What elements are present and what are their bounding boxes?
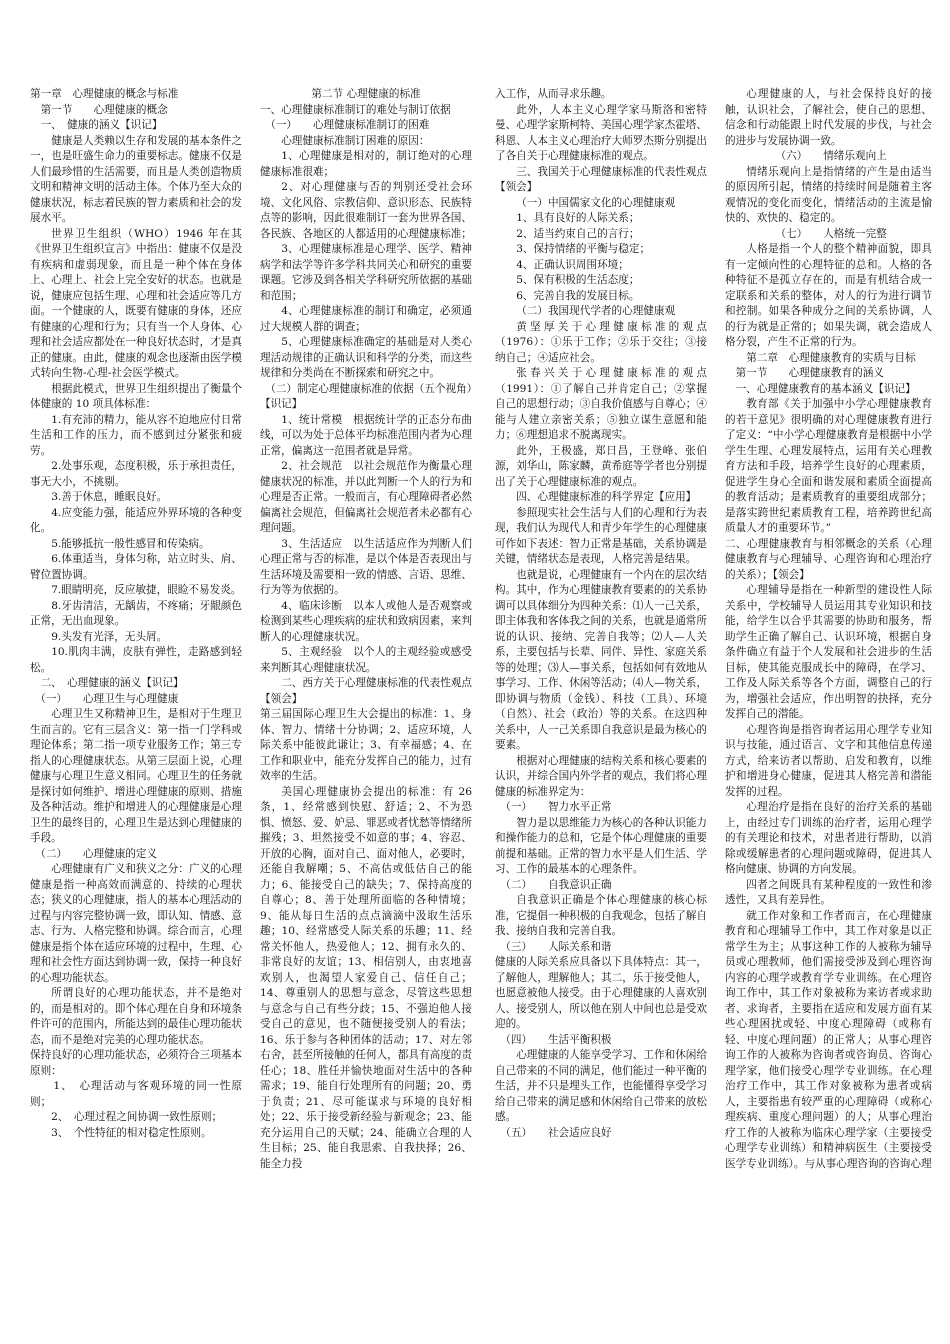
paragraph: 3、生活适应 以生活适应作为判断人们心理正常与否的标准，是以个体是否表现出与生活环境及需要相一致的情感、言语、思维、行为等为依据的。 [260, 537, 472, 596]
paragraph: （一） 智力水平正常 [495, 801, 612, 813]
paragraph: 此外，人本主义心理学家马斯洛和密特曼、心理学家斯柯特、美国心理学家杰霍塔、科恩、人本主义心理治疗大师罗杰斯分别提出了各自关于心理健康标准的观点。 [495, 103, 707, 162]
paragraph: 一、 健康的涵义【识记】 [30, 119, 163, 131]
paragraph: （二） 心理健康的定义 [30, 847, 158, 860]
paragraph: 心理治疗是指在良好的治疗关系的基础上，由经过专门训练的治疗者，运用心理学的有关理论和技术，对患者进行帮助，以消除或缓解患者的心理问题或障碍，促进其人格向健康、协调的方向发展。 [725, 801, 932, 875]
paragraph: （五） 社会适应良好 [495, 1126, 612, 1139]
paragraph: 6.体重适当，身体匀称，站立时头、肩、臂位置协调。 [30, 553, 242, 581]
paragraph: 心理辅导是指在一种新型的建设性人际关系中，学校辅导人员运用其专业知识和技能，给学生以合乎其需要的协助和服务，帮助学生正确了解自己、认识环境，根据自身条件确立有益于个人发展和社会进步的生活目标，使其能克服成长中的障碍，在学习、工作及人际关系等各个方面，调整自己的行为，增强社会适应，作出明智的抉择，充分发挥自己的潜能。 [725, 584, 932, 720]
paragraph: 3.善于休息，睡眠良好。 [51, 491, 168, 503]
paragraph: 10.肌肉丰满，皮肤有弹性，走路感到轻松。 [30, 646, 242, 674]
paragraph: （三） 人际关系和谐 [495, 940, 612, 953]
paragraph: 四、心理健康标准的科学界定【应用】 [516, 491, 697, 503]
paragraph: 此外，王极盛，郑日昌，王登峰、张伯源，刘华山，陈家麟，黄希庭等学者也分别提出了关于心理健康标准的观点。 [495, 444, 707, 488]
paragraph: 1、具有良好的人际关系； [516, 212, 640, 224]
paragraph: （一） 心理卫生与心理健康 [30, 692, 179, 705]
paragraph: （二） 自我意识正确 [495, 878, 612, 891]
paragraph: 心理咨询是指咨询者运用心理学专业知识与技能，通过语言、文字和其他信息传递方式，给来访者以帮助、启发和教育，以维护和增进身心健康，促进其人格完善和潜能发挥的过程。 [725, 723, 932, 798]
paragraph: 根据此模式，世界卫生组织提出了衡量个体健康的 10 项具体标准： [30, 382, 242, 410]
paragraph: 5.能够抵抗一般性感冒和传染病。 [51, 537, 210, 550]
paragraph: （一） 心理健康标准制订的困难 [260, 119, 430, 131]
paragraph: 一、心理健康教育的基本涵义【识记】 [725, 382, 916, 395]
paragraph: 四者之间既具有某种程度的一致性和渗透性，又具有差异性。 [725, 878, 932, 906]
paragraph: 健康是人类赖以生存和发展的基本条件之一，也是旺盛生命力的重要标志。健康不仅是人们最珍惜的生活需要，而且是人类创造物质文明和精神文明的活动主体。个体乃至大众的健康状况，标志着民族的智力素质和社会的发展水平。 [30, 134, 242, 224]
column-4 [725, 87, 932, 1337]
paragraph: 二、西方关于心理健康标准的代表性观点【领会】 [260, 677, 472, 705]
paragraph: 6、完善自我的发展目标。 [516, 289, 640, 302]
paragraph: 根据对心理健康的结构关系和核心要素的认识，并综合国内外学者的观点，我们将心理健康的标准界定为： [495, 754, 707, 798]
paragraph: 2、社会规范 以社会规范作为衡量心理健康状况的标准，并以此判断一个人的行为和心理是否正常。一般而言，有心理障碍者必然偏离社会规范，但偏离社会规范者未必都有心理问题。 [260, 460, 472, 534]
column-2 [260, 87, 472, 1337]
paragraph: 智力是以思维能力为核心的各种认识能力和操作能力的总和，它是个体心理健康的重要前提和基础。正常的智力水平是人们生活、学习、工作的最基本的心理条件。 [495, 816, 707, 875]
paragraph: 4、正确认识周围环境； [516, 258, 629, 271]
paragraph: 心理健康的人，与社会保持良好的接触，认识社会，了解社会，使自己的思想、信念和行动能跟上时代发展的步伐，与社会的进步与发展协调一致。 [725, 88, 932, 147]
paragraph: 2、适当约束自己的言行； [516, 227, 640, 240]
paragraph: 所谓良好的心理功能状态，并不是绝对的，而是相对的。即个体心理在自身和环境条件许可的范围内，所能达到的最佳心理功能状态，而不是绝对完美的心理功能状态。 [30, 987, 242, 1046]
paragraph: 人格是指一个人的整个精神面貌，即具有一定倾向性的心理特征的总和。人格的各种特征不是孤立存在的，而是有机结合成一定联系和关系的整体，对人的行为进行调节和控制。如果各种成分之间的关系协调，人的行为就是正常的；如果失调，就会造成人格分裂，产生不正常的行为。 [725, 243, 932, 348]
paragraph: 1、统计常模 根据统计学的正态分布曲线，可以为处于总体平均标准范围内者为心理正常，偏离这一范围者就是异常。 [260, 413, 472, 457]
paragraph: 三、我国关于心理健康标准的代表性观点【领会】 [495, 165, 707, 193]
paragraph: 就工作对象和工作者而言，在心理健康教育和心理辅导工作中，其工作对象是以正常学生为主；从事这种工作的人被称为辅导员或心理教师，他们需接受涉及到心理咨询内容的心理学或教育学专业训练。在心理咨询工作中，其工作对象被称为来访者或求助者、求询者，主要指在适应和发展方面有某些心理困扰或轻、中度心理障碍（或称有轻、中度心理问题）的正常人；从事心理咨询工作的人被称为咨询者或咨询员、咨询心理学家，他们接受心理学专业训练。在心理治疗工作中，其工作对象被称为患者或病人，主要指患有较严重的心理障碍（或称心理疾病、重度心理问题）的人；从事心理治疗工作的人被称为临床心理学家（主要接受心理学专业训练）和精神病医生（主要接受医学专业训练）。与从事心理咨询的咨询心理 [725, 909, 932, 1170]
paragraph: 第二节 心理健康的标准 [311, 88, 421, 100]
paragraph: 二、 心理健康的涵义【识记】 [30, 677, 184, 689]
paragraph: （二）制定心理健康标准的依据（五个视角）【识记】 [260, 382, 472, 410]
paragraph: 5、心理健康标准确定的基础是对人类心理活动规律的正确认识和科学的分类，而这些规律和分类尚在不断探索和研究之中。 [260, 336, 472, 379]
paragraph: 第一章 心理健康的概念与标准 [30, 88, 179, 100]
column-3 [495, 87, 707, 1337]
paragraph: 5、主观经验 以个人的主观经验或感受来判断其心理健康状况。 [260, 646, 472, 674]
paragraph: 第一节 心理健康的概念 [30, 103, 168, 116]
paragraph: 保持良好的心理功能状态，必须符合三项基本原则： [30, 1049, 242, 1077]
paragraph: 情绪乐观向上是指情绪的产生是由适当的原因所引起，情绪的持续时间是随着主客观情况的变化而变化，情绪活动的主流是愉快的、欢快的、稳定的。 [725, 165, 932, 224]
paragraph: （一）中国儒家文化的心理健康观 [516, 196, 676, 209]
paragraph: 4、临床诊断 以本人或他人是否观察或检测到某些心理疾病的症状和致病因素，来判断人的心理健康状况。 [260, 599, 472, 643]
paragraph: 2.处事乐观，态度积极，乐于承担责任，事无大小，不挑剔。 [30, 460, 242, 488]
paragraph: 3、保持情绪的平衡与稳定； [516, 243, 651, 255]
paragraph: 心理卫生又称精神卫生，是相对于生理卫生而言的。它有三层含义：第一指一门学科或理论体系；第二指一项专业服务工作；第三专指人的心理健康状态。从第三层面上说，心理健康与心理卫生意义相同。心理卫生的任务就是探讨如何维护、增进心理健康的原则、措施及各种活动。维护和增进人的心理健康是心理卫生的最终目的，心理卫生是达到心理健康的手段。 [30, 708, 242, 844]
paragraph: 4、心理健康标准的制订和确定，必须通过大规模人群的调查； [260, 305, 472, 333]
paragraph: 第三届国际心理卫生大会提出的标准：1、身体、智力、情绪十分协调；2、适应环境，人际关系中能彼此谦让；3、有幸福感；4、在工作和职业中，能充分发挥自己的能力，过有效率的生活。 [260, 708, 472, 782]
paragraph: 8.牙齿清洁，无龋齿，不疼痛；牙龈颜色正常，无出血现象。 [30, 599, 242, 627]
paragraph: 张春兴关于心理健康标准的观点（1991）：①了解自己并肯定自己；②掌握自己的思想行动；③自我价值感与自尊心；④能与人建立亲密关系；⑤独立谋生意愿和能力；⑥理想追求不脱离现实。 [495, 367, 707, 441]
paragraph: 9.头发有光泽，无头屑。 [51, 630, 168, 643]
paragraph: 4.应变能力强，能适应外界环境的各种变化。 [30, 506, 242, 534]
paragraph: 一、心理健康标准制订的难处与制订依据 [260, 103, 451, 116]
paragraph: 世界卫生组织（WHO）1946 年在其《世界卫生组织宣言》中指出：健康不仅是没有疾病和虚弱现象，而且是一种个体在身体上、心理上、社会上完全安好的状态。也就是说，健康应包括生理、心理和社会适应等几方面。一个健康的人，既要有健康的身体，还应有健康的心理和行为；只有当一个人身体、心理和社会适应都处在一种良好状态时，才是真正的健康。由此，健康的观念也逐渐由医学模式转向生物-心理-社会医学模式。 [30, 227, 242, 379]
paragraph: 黄坚厚关于心理健康标准的观点（1976）：①乐于工作；②乐于交往；③接纳自己；④适应社会。 [495, 320, 707, 364]
paragraph: 2、对心理健康与否的判别还受社会环境、文化风俗、宗教信仰、意识形态、民族特点等的影响，因此很难制订一套为世界各国、各民族、各地区的人都适用的心理健康标准； [260, 181, 472, 240]
paragraph: 第二章 心理健康教育的实质与目标 [746, 351, 916, 364]
paragraph: 参照现实社会生活与人们的心理和行为表现，我们认为现代人和青少年学生的心理健康可作如下表述：智力正常是基础，关系协调是关键，情绪状态是表现，人格完善是结果。 [495, 506, 707, 565]
paragraph: 心理健康有广义和狭义之分：广义的心理健康是指一种高效而满意的、持续的心理状态；狭义的心理健康，指人的基本心理活动的过程与内容完整协调一致，即认知、情感、意志、行为、人格完整和协调。综合而言，心理健康是指个体在适应环境的过程中，生理、心理和社会性方面达到协调一致，保持一种良好的心理功能状态。 [30, 863, 242, 984]
paragraph: 自我意识正确是个体心理健康的核心标准，它提倡一种积极的自我观念，包括了解自我、接纳自我和完善自我。 [495, 894, 707, 937]
paragraph: 健康的人际关系应具备以下具体特点：其一，了解他人，理解他人；其二，乐于接受他人，也愿意被他人接受。由于心理健康的人喜欢别人、接受别人，所以他在别人中间也总是受欢迎的。 [495, 956, 707, 1030]
paragraph: （四） 生活平衡积极 [495, 1033, 612, 1046]
paragraph: （二）我国现代学者的心理健康观 [516, 305, 676, 317]
paragraph: 二、心理健康教育与相邻概念的关系（心理健康教育与心理辅导、心理咨询和心理治疗的关系）；【领会】 [725, 537, 932, 581]
paragraph: 1.有充沛的精力，能从容不迫地应付日常生活和工作的压力，而不感到过分紧张和疲劳。 [30, 413, 242, 457]
paragraph: 3、 个性特征的相对稳定性原则。 [30, 1126, 212, 1139]
document-page [30, 87, 932, 1337]
paragraph: （六） 情绪乐观向上 [770, 150, 887, 162]
paragraph: 1、心理健康是相对的，制订绝对的心理健康标准很难； [260, 150, 472, 178]
paragraph: 心理健康的人能享受学习、工作和休闲给自己带来的不同的满足，他们能过一种平衡的生活，并不只是埋头工作，也能懂得享受学习给自己带来的满足感和休闲给自己带来的放松感。 [495, 1049, 707, 1123]
paragraph: 心理健康标准制订困难的原因： [281, 134, 430, 147]
paragraph: 3、心理健康标准是心理学、医学、精神病学和法学等许多学科共同关心和研究的重要课题。它涉及到各相关学科研究所依据的基础和范围； [260, 243, 472, 302]
paragraph: 美国心理健康协会提出的标准：有 26 条，1、经常感到快慰、舒适；2、不为恐惧、愤怒、爱、妒忌、罪恶或者忧愁等情绪所摧残；3、坦然接受不如意的事；4、容忍、开放的心胸，面对自己、面对他人，必要时，还能自我解嘲；5、不高估或低估自己的能力；6、能接受自己的缺失；7、保持高度的自尊心；8、善于处理所面临的各种情境；9、能从每日生活的点点滴滴中汲取生活乐趣；10、经常感受人际关系的乐趣；11、经常关怀他人，热爱他人；12、拥有永久的、非常良好的友谊；13、相信别人，由衷地喜欢别人，也渴望人家爱自己、信任自己；14、尊重别人的思想与意念，尽管这些思想与意念与自己有些分歧；15、不强迫他人接受自己的意见，也不随便接受别人的看法；16、乐于参与各种团体的活动；17、对左邻右舍，甚至所接触的任何人，都具有高度的责任心；18、胜任并愉快地面对生活中的各种需求；19、能自行处理所有的问题；20、勇于负责；21、尽可能谋求与环境的良好相处；22、乐于接受新经验与新观念；23、能充分运用自己的天赋；24、能确立合理的人生目标；25、能自我思索、自我抉择；26、能全力投 [260, 785, 472, 1170]
paragraph: 1、 心理活动与客观环境的同一性原则； [30, 1080, 242, 1108]
paragraph: （七） 人格统一完整 [770, 227, 887, 240]
paragraph: 2、 心理过程之间协调一致性原则； [30, 1111, 223, 1123]
paragraph: 教育部《关于加强中小学心理健康教育的若干意见》很明确的对心理健康教育进行了定义：“中小学心理健康教育是根据中小学学生生理、心理发展特点，运用有关心理教育方法和手段，培养学生良好的心理素质，促进学生身心全面和谐发展和素质全面提高的教育活动；是素质教育的重要组成部分；是落实跨世纪素质教育工程，培养跨世纪高质量人才的重要环节。” [725, 398, 932, 534]
paragraph: 入工作，从而寻求乐趣。 [495, 88, 612, 100]
paragraph: 也就是说，心理健康有一个内在的层次结构。其中，作为心理健康教育要素的的关系协调可以具体细分为四种关系：⑴人一己关系，即主体我和客体我之间的关系，也就是通常所说的认识、接纳、完善自我等；⑵人—人关系，主要包括与长辈、同伴、异性、家庭关系等的处理；⑶人—事关系，包括如何有效地从事学习、工作、休闲等活动；⑷人—物关系，即协调与物质（金钱）、科技（工具）、环境（自然）、社会（政治）等的关系。在这四种关系中，人一己关系即自我意识是最为核心的要素。 [495, 568, 707, 751]
paragraph: 7.眼睛明亮，反应敏捷，眼睑不易发炎。 [51, 584, 242, 596]
column-1 [30, 87, 242, 1337]
paragraph: 第一节 心理健康教育的涵义 [725, 367, 884, 379]
paragraph: 5、保有积极的生活态度； [516, 274, 640, 286]
